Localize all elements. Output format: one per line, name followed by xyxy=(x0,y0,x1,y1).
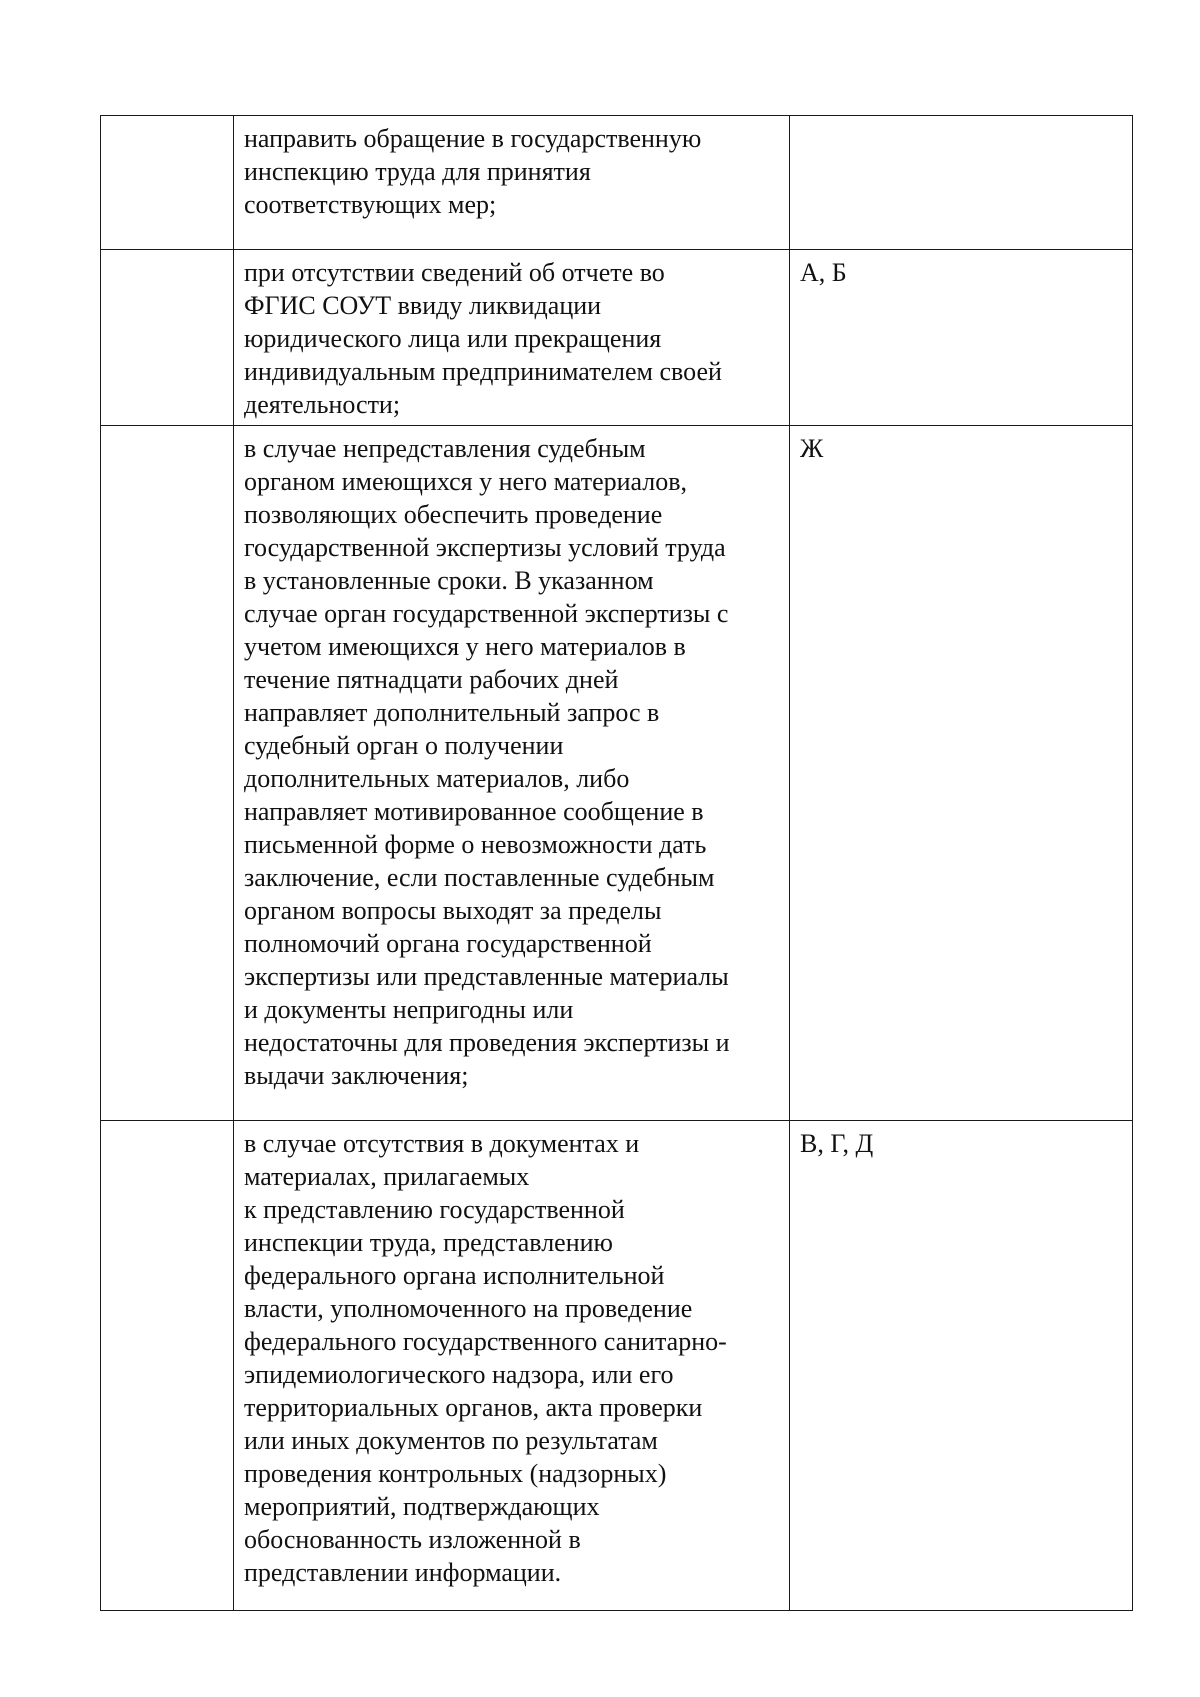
description-cell xyxy=(234,250,790,426)
document-table xyxy=(100,115,1133,1611)
table-row xyxy=(101,250,1133,426)
empty-cell xyxy=(101,1121,234,1611)
empty-cell xyxy=(101,250,234,426)
empty-cell xyxy=(101,426,234,1121)
table-row xyxy=(101,426,1133,1121)
description-cell xyxy=(234,1121,790,1611)
description-cell xyxy=(234,116,790,250)
empty-cell xyxy=(101,116,234,250)
code-cell xyxy=(790,250,1133,426)
table-row xyxy=(101,1121,1133,1611)
description-cell xyxy=(234,426,790,1121)
code-text: В, Г, Д xyxy=(800,1129,874,1158)
code-text: Ж xyxy=(800,434,824,463)
code-cell xyxy=(790,426,1133,1121)
code-text: А, Б xyxy=(800,258,847,287)
code-cell xyxy=(790,1121,1133,1611)
description-text: при отсутствии сведений об отчете во ФГИС СОУТ ввиду ликвидации юридического лица или прекращения индивидуальным предпринимателем своей деятельности; xyxy=(244,258,722,419)
description-text: направить обращение в государственную инспекцию труда для принятия соответствующих мер; xyxy=(244,124,702,219)
table-row xyxy=(101,116,1133,250)
code-cell xyxy=(790,116,1133,250)
description-text: в случае отсутствия в документах и материалах, прилагаемых к представлению государственной инспекции труда, представлению федерального органа исполнительной власти, уполномоченного на проведение федерального государственного санитарно- эпидемиологического надзора, или его территориальных органов, акта проверки или иных документов по результатам проведения контрольных (надзорных) мероприятий, подтверждающих обоснованность изложенной в представлении информации. xyxy=(244,1129,727,1587)
description-text: в случае непредставления судебным органом имеющихся у него материалов, позволяющих обеспечить проведение государственной экспертизы условий труда в установленные сроки. В указанном случае орган государственной экспертизы с учетом имеющихся у него материалов в течение пятнадцати рабочих дней направляет дополнительный запрос в судебный орган о получении дополнительных материалов, либо направляет мотивированное сообщение в письменной форме о невозможности дать заключение, если поставленные судебным органом вопросы выходят за пределы полномочий органа государственной экспертизы или представленные материалы и документы непригодны или недостаточны для проведения экспертизы и выдачи заключения; xyxy=(244,434,730,1090)
